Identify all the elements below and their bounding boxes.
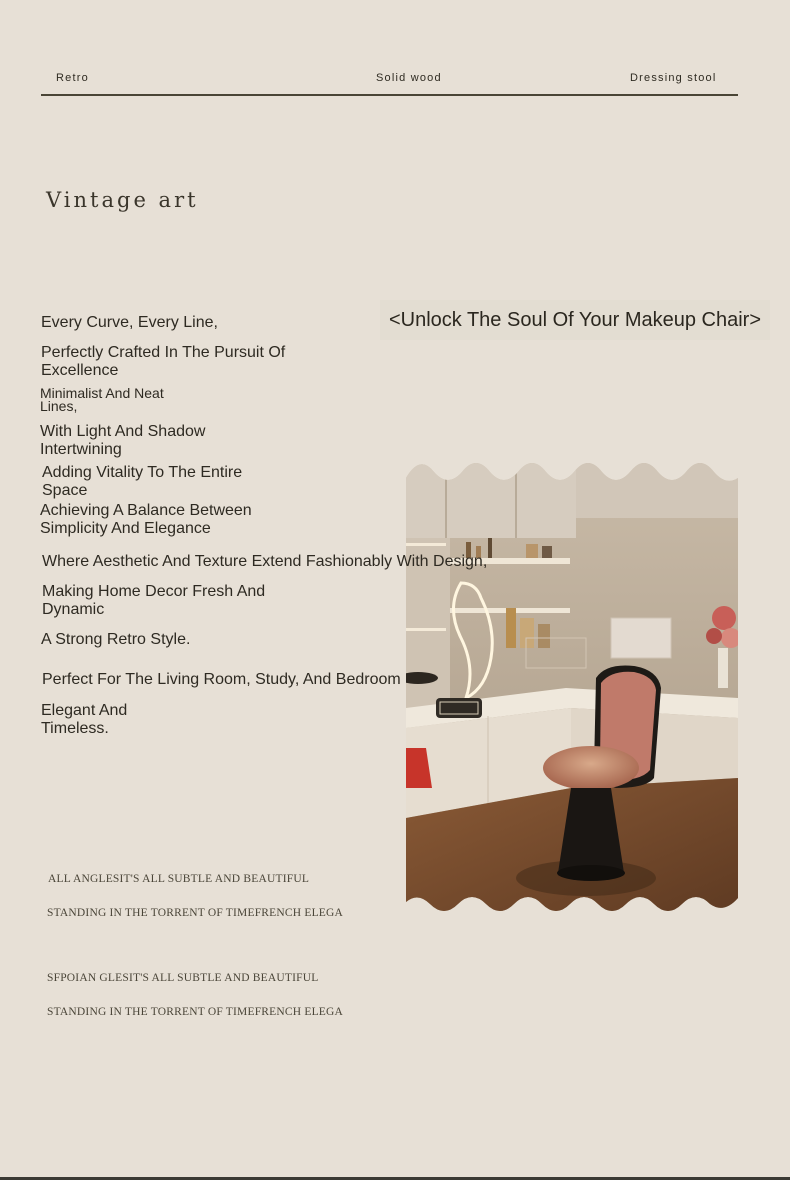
topbar-retro: Retro	[56, 72, 89, 84]
feature-line: Achieving A Balance Between Simplicity And Elegance	[40, 502, 252, 537]
feature-line: Elegant And Timeless.	[41, 702, 128, 737]
feature-line: Where Aesthetic And Texture Extend Fashionably With Design,	[42, 553, 488, 570]
feature-line: Making Home Decor Fresh And Dynamic	[42, 583, 266, 618]
serif-caption: SFPOIAN GLESIT'S ALL SUBTLE AND BEAUTIFUL	[47, 972, 319, 984]
feature-line: With Light And Shadow Intertwining	[40, 423, 206, 458]
tagline: Vintage art	[46, 188, 199, 212]
topbar-solid-wood: Solid wood	[376, 72, 442, 84]
product-photo	[406, 458, 738, 918]
serif-caption: ALL ANGLESIT'S ALL SUBTLE AND BEAUTIFUL	[48, 873, 310, 885]
headline: <Unlock The Soul Of Your Makeup Chair>	[380, 300, 770, 340]
feature-line: Minimalist And Neat Lines,	[40, 385, 164, 414]
feature-line: Perfect For The Living Room, Study, And Bedroom	[42, 671, 401, 688]
top-bar	[41, 66, 738, 96]
serif-caption: STANDING IN THE TORRENT OF TIMEFRENCH ELEGA	[47, 907, 344, 919]
serif-caption: STANDING IN THE TORRENT OF TIMEFRENCH ELEGA	[47, 1006, 344, 1018]
feature-line: Every Curve, Every Line,	[41, 314, 218, 331]
topbar-dressing-stool: Dressing stool	[630, 72, 717, 84]
feature-line: Adding Vitality To The Entire Space	[42, 464, 243, 499]
dressing-room-illustration	[406, 458, 738, 918]
feature-line: A Strong Retro Style.	[41, 631, 191, 648]
feature-line: Perfectly Crafted In The Pursuit Of Excellence	[41, 344, 286, 379]
